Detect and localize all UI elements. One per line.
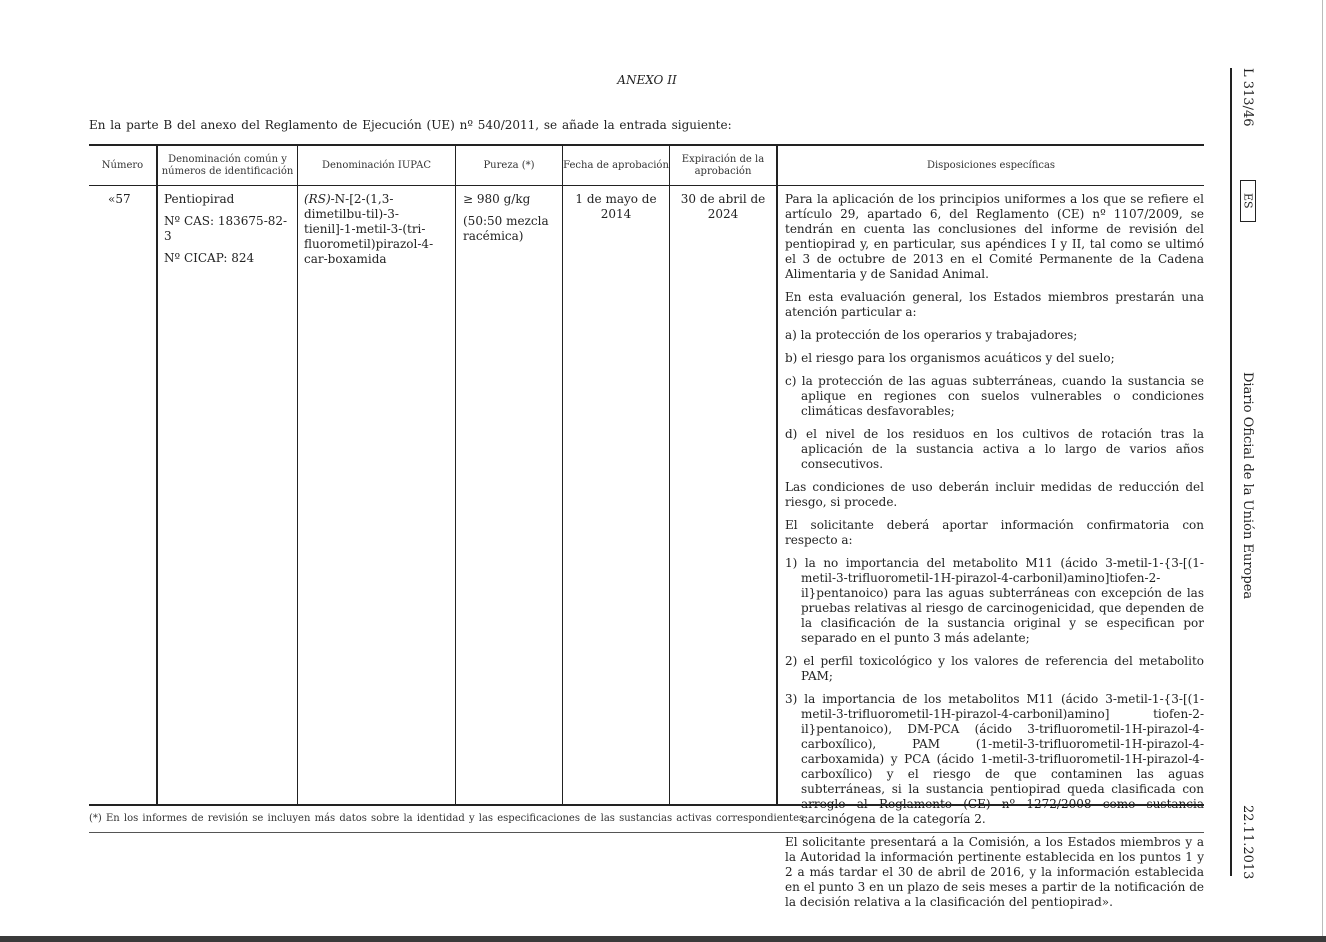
viewer-bottom-bar <box>0 936 1326 942</box>
iupac-stereo-prefix: (RS) <box>304 192 331 206</box>
provision-paragraph: El solicitante presentará a la Comisión, a los Estados miembros y a la Autoridad la información pertinente establecida en los puntos 1 y 2 a más tardar el 30 de abril de 2016, y la información establecida en el punto 3 en un plazo de seis meses a partir de la notificación de la decisión relativa a la clasificación del pentiopirad». <box>785 835 1204 909</box>
footnote: (*) En los informes de revisión se incluyen más datos sobre la identidad y las especificaciones de las sustancias activas correspondientes. <box>89 813 808 824</box>
header-denominacion: Denominación común y números de identificación <box>161 153 294 177</box>
column-divider <box>156 145 158 805</box>
provision-item: b) el riesgo para los organismos acuáticos y del suelo; <box>785 351 1115 365</box>
viewer-edge <box>1322 0 1323 936</box>
journal-name: Diario Oficial de la Unión Europea <box>1240 372 1255 600</box>
header-disposiciones: Disposiciones específicas <box>926 159 1056 171</box>
provision-item: a) la protección de los operarios y trabajadores; <box>785 328 1078 342</box>
cell-expiracion <box>677 192 769 229</box>
table-header-rule <box>89 185 1204 186</box>
header-iupac: Denominación IUPAC <box>322 159 431 171</box>
page-reference: L 313/46 <box>1240 68 1255 127</box>
substance-name: Pentiopirad <box>164 192 235 206</box>
header-pureza: Pureza (*) <box>483 159 535 171</box>
provision-item: d) el nivel de los residuos en los cultivos de rotación tras la aplicación de la sustancia activa a lo largo de varios años consecutivos. <box>785 427 1204 471</box>
language-code: ES <box>1241 193 1255 209</box>
annex-title: ANEXO II <box>617 73 677 87</box>
cell-disposiciones <box>785 192 1204 918</box>
provision-paragraph: Las condiciones de uso deberán incluir medidas de reducción del riesgo, si procede. <box>785 480 1204 509</box>
cell-pureza <box>463 192 555 251</box>
cell-denominacion <box>164 192 292 273</box>
provision-item: 3) la importancia de los metabolitos M11 (ácido 3-metil-1-{3-[(1-metil-3-trifluorometil-1H-pirazol-4-carbonil)amino] tiofen-2-il}pentanoico), DM-PCA (ácido 3-trifluorometil-1H-pirazol-4-carboxílico), PAM (1-metil-3-trifluorometil-1H-pirazol-4-carboxamida) y PCA (ácido 1-metil-3-trifluorometil-1H-pirazol-4-carboxílico) y el riesgo de que contaminen las aguas subterráneas, si la sustancia pentiopirad queda clasificada con arreglo al Reglamento (CE) nº 1272/2008 como sustancia carcinógena de la categoría 2. <box>785 692 1204 826</box>
header-expiracion: Expiración de la aprobación <box>681 153 765 177</box>
entry-number: «57 <box>108 192 131 206</box>
iupac-name <box>304 192 444 267</box>
cell-numero <box>108 192 148 214</box>
provision-paragraph: El solicitante deberá aportar información confirmatoria con respecto a: <box>785 518 1204 547</box>
provision-item: 1) la no importancia del metabolito M11 (ácido 3-metil-1-{3-[(1-metil-3-trifluorometil-1H-pirazol-4-carbonil)amino]tiofen-2-il}pentanoico) para las aguas subterráneas con excepción de las pruebas relativas al riesgo de carcinogenicidad, que dependen de la clasificación de la sustancia original y se especifican por separado en el punto 3 más adelante; <box>785 556 1204 645</box>
column-divider <box>297 145 298 805</box>
approval-date: 1 de mayo de 2014 <box>575 192 657 221</box>
cicap-number: Nº CICAP: 824 <box>164 251 255 265</box>
header-fecha: Fecha de aprobación <box>563 159 669 171</box>
column-divider <box>776 145 778 805</box>
margin-rule <box>1230 68 1232 876</box>
provision-paragraph: Para la aplicación de los principios uniformes a los que se refiere el artículo 29, apartado 6, del Reglamento (CE) nº 1107/2009, se tendrán en cuenta las conclusiones del informe de revisión del pentiopirad y, en particular, sus apéndices I y II, tal como se ultimó el 3 de octubre de 2013 en el Comité Permanente de la Cadena Alimentaria y de Sanidad Animal. <box>785 192 1204 281</box>
intro-text: En la parte B del anexo del Reglamento de Ejecución (UE) nº 540/2011, se añade la entrada siguiente: <box>89 118 732 132</box>
publication-date: 22.11.2013 <box>1240 805 1255 880</box>
expiry-date: 30 de abril de 2024 <box>680 192 766 221</box>
column-divider <box>562 145 563 805</box>
cas-number: Nº CAS: 183675-82-3 <box>164 214 288 243</box>
column-divider <box>669 145 670 805</box>
purity-note: (50:50 mezcla racémica) <box>463 214 549 243</box>
purity-value: ≥ 980 g/kg <box>463 192 531 206</box>
provision-paragraph: En esta evaluación general, los Estados miembros prestarán una atención particular a: <box>785 290 1204 319</box>
provision-item: c) la protección de las aguas subterráneas, cuando la sustancia se aplique en regiones con suelos vulnerables o condiciones climáticas desfavorables; <box>785 374 1204 418</box>
header-numero: Número <box>101 159 144 171</box>
cell-iupac <box>304 192 444 274</box>
iupac-name-rest: -N-[2-(1,3-dimetilbu-til)-3-tienil]-1-metil-3-(tri-fluorometil)pirazol-4-car-boxamida <box>304 192 434 266</box>
provision-item: 2) el perfil toxicológico y los valores de referencia del metabolito PAM; <box>785 654 1204 683</box>
column-divider <box>455 145 456 805</box>
cell-fecha <box>569 192 663 229</box>
language-box <box>1240 180 1256 222</box>
